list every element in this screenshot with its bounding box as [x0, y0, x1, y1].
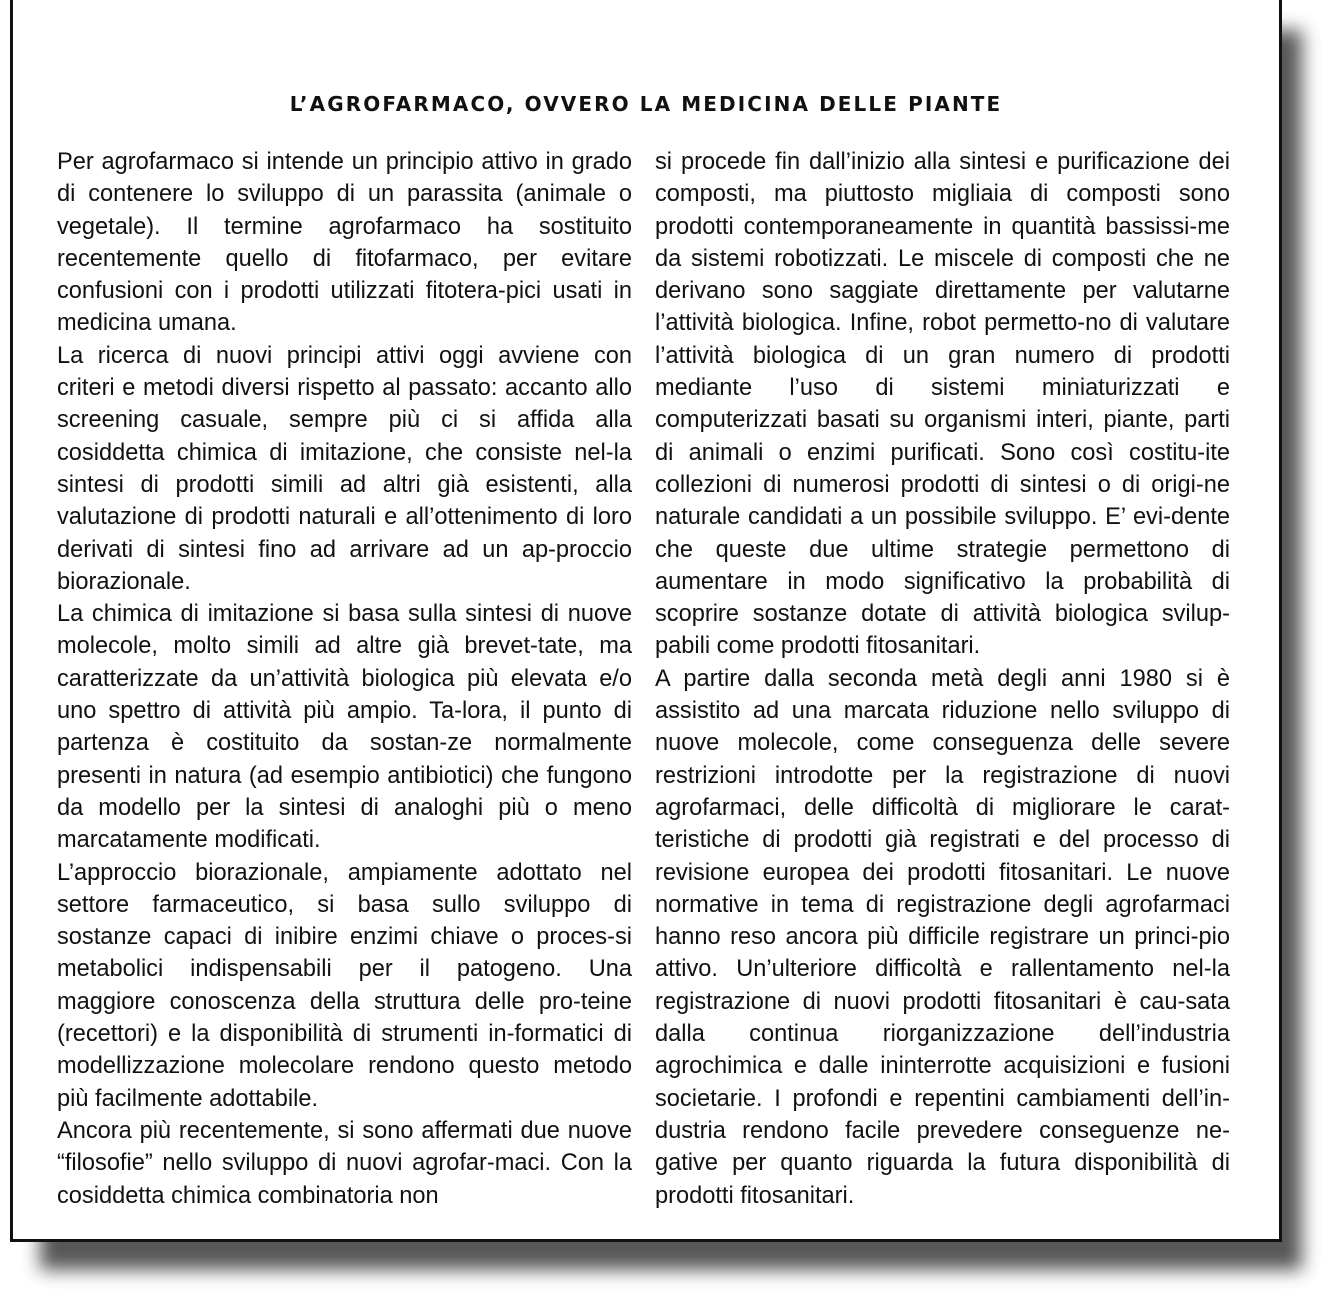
- left-column: [57, 146, 632, 1212]
- article-box: [10, 0, 1282, 1242]
- paragraph: Per agrofarmaco si intende un principio attivo in grado di contenere lo sviluppo di un parassita (animale o vegetale). Il termine agrofarmaco ha sostituito recentemente quello di fitofarmaco, per evitare confusioni con i prodotti utilizzati fitotera-pici usati in medicina umana.: [57, 149, 632, 337]
- article-title: L’AGROFARMACO, OVVERO LA MEDICINA DELLE PIANTE: [289, 92, 1003, 116]
- paragraph: si procede fin dall’inizio alla sintesi e purificazione dei composti, ma piuttosto migliaia di composti sono prodotti contemporaneamente in quantità bassissi-me da sistemi robotizzati. Le miscele di composti che ne derivano sono saggiate direttamente per valutarne l’attività biologica. Infine, robot permetto-no di valutare l’attività biologica di un gran numero di prodotti mediante l’uso di sistemi miniaturizzati e computerizzati basati su organismi interi, piante, parti di animali o enzimi purificati. Sono così costitu-ite collezioni di numerosi prodotti di sintesi o di origi-ne naturale candidati a un possibile sviluppo. E’ evi-dente che queste due ultime strategie permettono di aumentare in modo significativo la probabilità di scoprire sostanze dotate di attività biologica svilup-pabili come prodotti fitosanitari.: [655, 149, 1230, 660]
- paragraph: A partire dalla seconda metà degli anni 1980 si è assistito ad una marcata riduzione nello sviluppo di nuove molecole, come conseguenza delle severe restrizioni introdotte per la registrazione di nuovi agrofarmaci, delle difficoltà di migliorare le carat-teristiche di prodotti già registrati e del processo di revisione europea dei prodotti fitosanitari. Le nuove normative in tema di registrazione degli agrofarmaci hanno reso ancora più difficile registrare un princi-pio attivo. Un’ulteriore difficoltà e rallentamento nel-la registrazione di nuovi prodotti fitosanitari è cau-sata dalla continua riorganizzazione dell’industria agrochimica e dalle ininterrotte acquisizioni e fusioni societarie. I profondi e repentini cambiamenti dell’in-dustria rendono facile prevedere conseguenze ne-gative per quanto riguarda la futura disponibilità di prodotti fitosanitari.: [655, 665, 1230, 1209]
- paragraph: La chimica di imitazione si basa sulla sintesi di nuove molecole, molto simili ad altre già brevet-tate, ma caratterizzate da un’attività biologica più elevata e/o uno spettro di attività più ampio. Ta-lora, il punto di partenza è costituito da sostan-ze normalmente presenti in natura (ad esempio antibiotici) che fungono da modello per la sintesi di analoghi più o meno marcatamente modificati.: [57, 601, 632, 854]
- right-column: [655, 146, 1230, 1212]
- paragraph: La ricerca di nuovi principi attivi oggi avviene con criteri e metodi diversi rispetto al passato: accanto allo screening casuale, sempre più ci si affida alla cosiddetta chimica di imitazione, che consiste nel-la sintesi di prodotti simili ad altri già esistenti, alla valutazione di prodotti naturali e all’ottenimento di loro derivati di sintesi fino ad arrivare ad un ap-proccio biorazionale.: [57, 342, 632, 595]
- paragraph: L’approccio biorazionale, ampiamente adottato nel settore farmaceutico, si basa sullo sviluppo di sostanze capaci di inibire enzimi chiave o proces-si metabolici indispensabili per il patogeno. Una maggiore conoscenza della struttura delle pro-teine (recettori) e la disponibilità di strumenti in-formatici di modellizzazione molecolare rendono questo metodo più facilmente adottabile.: [57, 859, 632, 1112]
- paragraph: Ancora più recentemente, si sono affermati due nuove “filosofie” nello sviluppo di nuovi agrofar-maci. Con la cosiddetta chimica combinatoria non: [57, 1117, 632, 1209]
